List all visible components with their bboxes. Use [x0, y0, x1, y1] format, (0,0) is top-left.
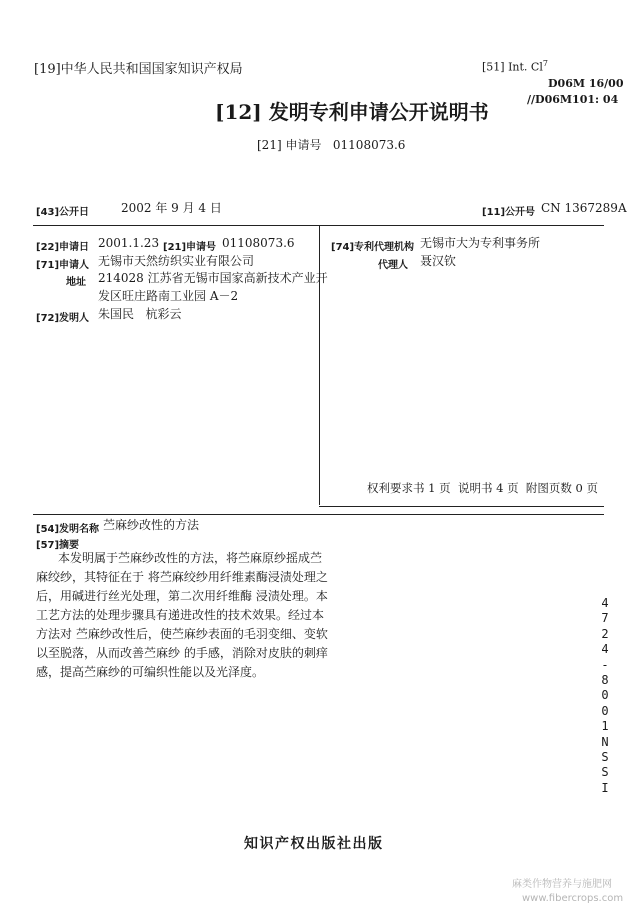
address-label: 地址: [66, 277, 86, 288]
issn-char: N: [601, 734, 609, 749]
int-cl-text: [51] Int. Cl: [482, 60, 543, 74]
int-cl-superscript: 7: [542, 59, 548, 68]
agency-label: [74]专利代理机构: [331, 242, 415, 253]
abstract-line: 以至脱落，从而改善苎麻纱 的手感，消除对皮肤的刺痒: [36, 646, 328, 660]
header-app-no-value: 01108073.6: [332, 138, 406, 152]
abstract-line: 感，提高苎麻纱的可编织性能以及光泽度。: [36, 665, 265, 679]
right-bottom-divider: [319, 506, 604, 507]
abstract-line: 后，用碱进行丝光处理，第二次用纤维酶 浸渍处理。本: [36, 589, 328, 603]
issn-char: -: [601, 657, 609, 672]
agency-value: 无锡市大为专利事务所: [420, 236, 541, 250]
abstract-line: 方法对 苎麻纱改性后，使苎麻纱表面的毛羽变细、变软: [36, 627, 328, 641]
applicant-value: 无锡市天然纺织实业有限公司: [98, 254, 255, 268]
issn-char: 0: [601, 688, 609, 703]
invention-title-label: [54]发明名称: [36, 524, 100, 535]
ipc-secondary: //D06M101: 04: [527, 93, 619, 106]
issn-char: 4: [601, 642, 609, 657]
pub-no-value: CN 1367289A: [541, 201, 627, 215]
pages-summary: 权利要求书 1 页 说明书 4 页 附图页数 0 页: [367, 481, 599, 495]
application-number-value: 01108073.6: [222, 236, 295, 250]
agent-label: 代理人: [378, 260, 408, 271]
applicant-label: [71]申请人: [36, 260, 90, 271]
invention-title-value: 苎麻纱改性的方法: [103, 518, 200, 532]
issn-vertical: [598, 596, 612, 796]
ipc-main: D06M 16/00: [548, 77, 624, 90]
pub-no-label: [11]公开号: [482, 207, 536, 218]
address-line2: 发区旺庄路南工业园 A－2: [98, 289, 239, 303]
abstract-line: 工艺方法的处理步骤具有递进改性的技术效果。经过本: [36, 608, 325, 622]
abstract-divider: [33, 514, 604, 515]
issn-char: 7: [601, 611, 609, 626]
abstract-label: [57]摘要: [36, 540, 80, 551]
abstract-line: 本发明属于苎麻纱改性的方法，将苎麻原纱摇成苎: [58, 551, 323, 565]
pub-date-value: 2002 年 9 月 4 日: [121, 201, 222, 215]
issn-char: 2: [601, 626, 609, 641]
inventor-label: [72]发明人: [36, 313, 90, 324]
application-number-label: [21]申请号: [163, 242, 217, 253]
pub-date-label: [43]公开日: [36, 207, 90, 218]
inventor-value: 朱国民 杭彩云: [98, 307, 182, 321]
document-title: [12] 发明专利申请公开说明书: [215, 100, 489, 124]
abstract-line: 麻绞纱，其特征在于 将苎麻绞纱用纤维素酶浸渍处理之: [36, 570, 328, 584]
address-line1: 214028 江苏省无锡市国家高新技术产业开: [98, 271, 328, 285]
header-app-no: [257, 138, 405, 153]
issuing-office: [19]中华人民共和国国家知识产权局: [34, 62, 243, 77]
issn-char: 4: [601, 596, 609, 610]
issn-char: S: [601, 750, 609, 765]
column-divider: [319, 225, 320, 505]
int-cl-label: [482, 56, 548, 75]
watermark-title: 麻类作物营养与施肥网: [512, 879, 612, 890]
issn-char: I: [601, 780, 609, 795]
filing-date-label: [22]申请日: [36, 242, 90, 253]
issn-char: 8: [601, 673, 609, 688]
filing-date-value: 2001.1.23: [98, 236, 160, 250]
issn-char: 0: [601, 703, 609, 718]
issn-char: S: [601, 765, 609, 780]
publisher: 知识产权出版社出版: [244, 836, 384, 852]
watermark-url: www.fibercrops.com: [522, 893, 624, 904]
issn-char: 1: [601, 719, 609, 734]
agent-value: 聂汉钦: [420, 254, 457, 268]
abstract-body: [36, 549, 326, 682]
header-app-no-label: [21] 申请号: [257, 138, 322, 152]
